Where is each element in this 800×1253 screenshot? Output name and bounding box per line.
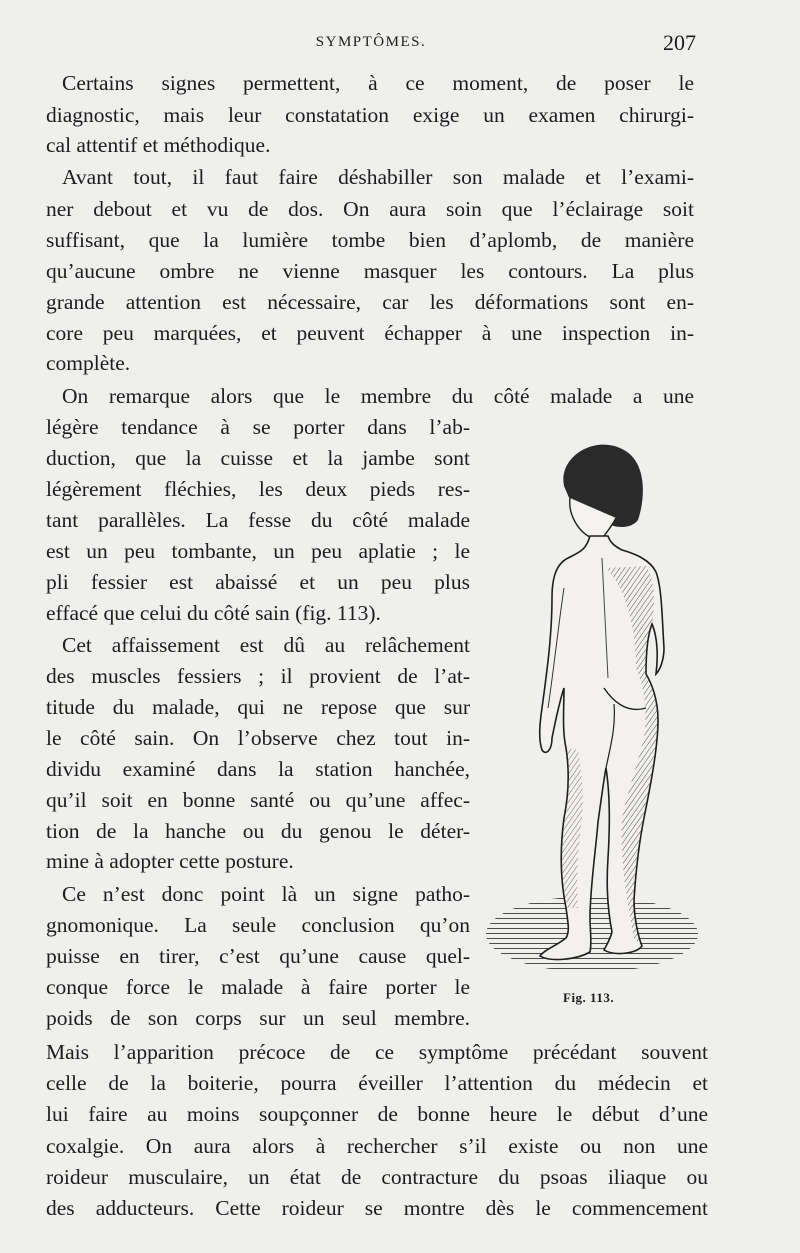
text-line: des adducteurs. Cette roideur se montre dès le commencement <box>46 1196 708 1220</box>
text-line: roideur musculaire, un état de contracture du psoas iliaque ou <box>46 1165 708 1189</box>
text-line: Ce n’est donc point là un signe patho- <box>62 882 470 906</box>
figure-113 <box>486 438 700 1018</box>
text-line: tion de la hanche ou du genou le déter- <box>46 819 470 843</box>
text-line: Cet affaissement est dû au relâchement <box>62 633 470 657</box>
running-title: SYMPTÔMES. <box>315 34 427 50</box>
text-line: grande attention est nécessaire, car les déformations sont en- <box>46 290 694 314</box>
text-line: coxalgie. On aura alors à rechercher s’il existe ou non une <box>46 1134 708 1158</box>
text-line: est un peu tombante, un peu aplatie ; le <box>46 539 470 563</box>
text-line: conque force le malade à faire porter le <box>46 975 470 999</box>
text-line: pli fessier est abaissé et un peu plus <box>46 570 470 594</box>
text-line: ner debout et vu de dos. On aura soin que l’éclairage soit <box>46 197 694 221</box>
text-line: légère tendance à se porter dans l’ab- <box>46 415 470 439</box>
text-line: le côté sain. On l’observe chez tout in- <box>46 726 470 750</box>
text-line: effacé que celui du côté sain (fig. 113). <box>46 601 381 625</box>
text-line: gnomonique. La seule conclusion qu’on <box>46 913 470 937</box>
ground-shadow <box>486 896 698 972</box>
page-header <box>46 30 696 60</box>
text-line: mine à adopter cette posture. <box>46 849 294 873</box>
text-line: dividu examiné dans la station hanchée, <box>46 757 470 781</box>
text-line: duction, que la cuisse et la jambe sont <box>46 446 470 470</box>
text-line: core peu marquées, et peuvent échapper à une inspection in- <box>46 321 694 345</box>
text-line: suffisant, que la lumière tombe bien d’aplomb, de manière <box>46 228 694 252</box>
text-line: complète. <box>46 351 131 375</box>
text-line: qu’il soit en bonne santé ou qu’une affec- <box>46 788 470 812</box>
text-line: lui faire au moins soupçonner de bonne heure le début d’une <box>46 1102 708 1126</box>
text-line: Avant tout, il faut faire déshabiller son malade et l’exami- <box>62 165 694 189</box>
text-line: légèrement fléchies, les deux pieds res- <box>46 477 470 501</box>
text-line: On remarque alors que le membre du côté malade a une <box>62 384 694 408</box>
page-number: 207 <box>663 30 696 55</box>
text-line: puisse en tirer, c’est qu’une cause quel- <box>46 944 470 968</box>
text-line: Mais l’apparition précoce de ce symptôme précédant souvent <box>46 1040 708 1064</box>
text-line: tant parallèles. La fesse du côté malade <box>46 508 470 532</box>
text-line: des muscles fessiers ; il provient de l’at- <box>46 664 470 688</box>
child-standing-back-view-illustration <box>486 438 700 1018</box>
text-line: poids de son corps sur un seul membre. <box>46 1006 470 1030</box>
text-line: cal attentif et méthodique. <box>46 133 271 157</box>
text-line: qu’aucune ombre ne vienne masquer les contours. La plus <box>46 259 694 283</box>
text-line: diagnostic, mais leur constatation exige un examen chirurgi- <box>46 103 694 127</box>
text-line: celle de la boiterie, pourra éveiller l’attention du médecin et <box>46 1071 708 1095</box>
text-line: titude du malade, qui ne repose que sur <box>46 695 470 719</box>
figure-caption: Fig. 113. <box>563 990 615 1005</box>
text-line: Certains signes permettent, à ce moment, de poser le <box>62 71 694 95</box>
